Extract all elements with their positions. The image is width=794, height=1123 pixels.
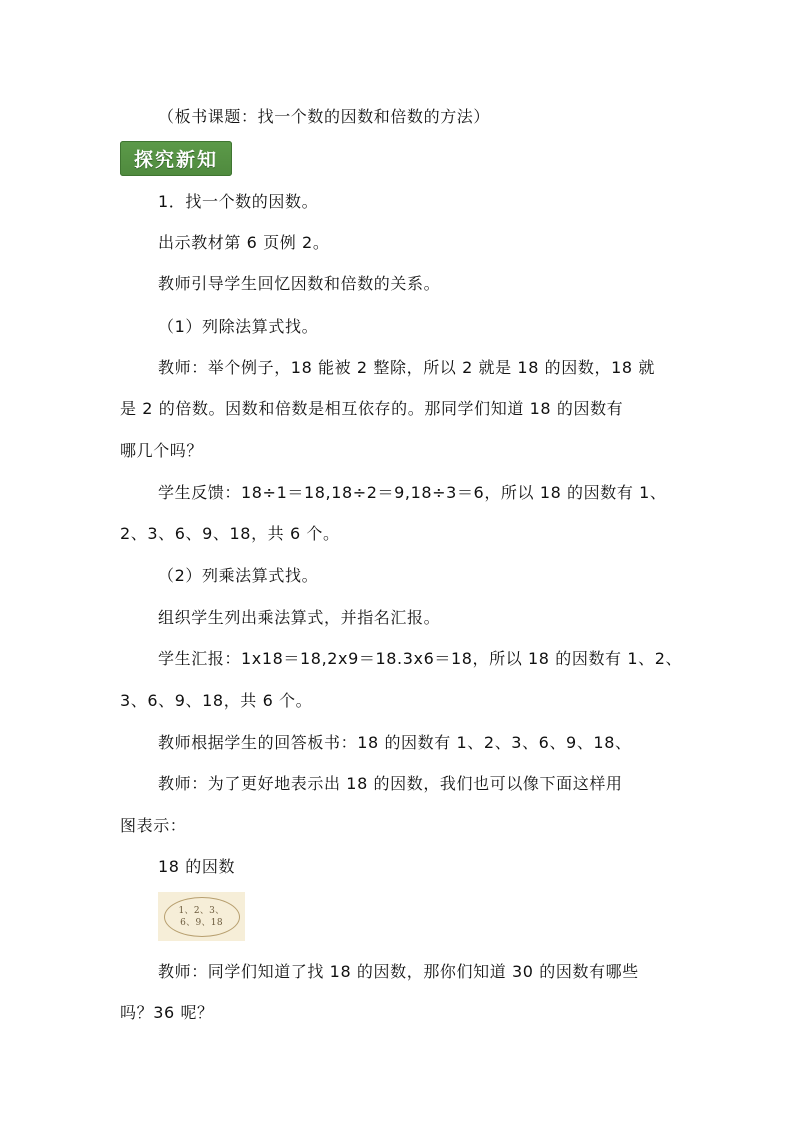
paragraph-line: 教师：同学们知道了找 18 的因数，那你们知道 30 的因数有哪些 [158,962,639,981]
paragraph: 教师根据学生的回答板书：18 的因数有 1、2、3、6、9、18、 [158,733,632,752]
factor-set-diagram [158,892,245,941]
factor-set-ellipse [164,897,240,937]
sub-heading-1: （1）列除法算式找。 [158,317,319,336]
factor-set-row: 1、2、3、 [178,905,225,916]
paragraph-line: 教师：举个例子，18 能被 2 整除，所以 2 就是 18 的因数，18 就 [158,358,655,377]
paragraph-heading-1: 1．找一个数的因数。 [158,192,319,211]
paragraph-line: 吗？36 呢？ [120,1003,214,1022]
section-badge [120,141,232,176]
paragraph-line: 是 2 的倍数。因数和倍数是相互依存的。那同学们知道 18 的因数有 [120,399,624,418]
paragraph-line: 2、3、6、9、18，共 6 个。 [120,524,340,543]
lesson-title: （板书课题：找一个数的因数和倍数的方法） [158,107,491,126]
paragraph: 出示教材第 6 页例 2。 [158,233,330,252]
section-badge-label: 探究新知 [133,149,218,171]
sub-heading-2: （2）列乘法算式找。 [158,566,319,585]
paragraph-line: 3、6、9、18，共 6 个。 [120,691,313,710]
paragraph-line: 哪几个吗？ [120,441,204,460]
paragraph-line: 学生汇报：1x18＝18,2x9＝18.3x6＝18，所以 18 的因数有 1、2、 [158,649,683,668]
paragraph: 组织学生列出乘法算式，并指名汇报。 [158,608,441,627]
paragraph-line: 学生反馈：18÷1＝18,18÷2＝9,18÷3＝6，所以 18 的因数有 1、 [158,483,667,502]
paragraph-line: 教师：为了更好地表示出 18 的因数，我们也可以像下面这样用 [158,774,623,793]
diagram-caption: 18 的因数 [158,857,236,876]
paragraph: 教师引导学生回忆因数和倍数的关系。 [158,274,441,293]
paragraph-line: 图表示： [120,816,187,835]
factor-set-row: 6、9、18 [180,917,223,928]
